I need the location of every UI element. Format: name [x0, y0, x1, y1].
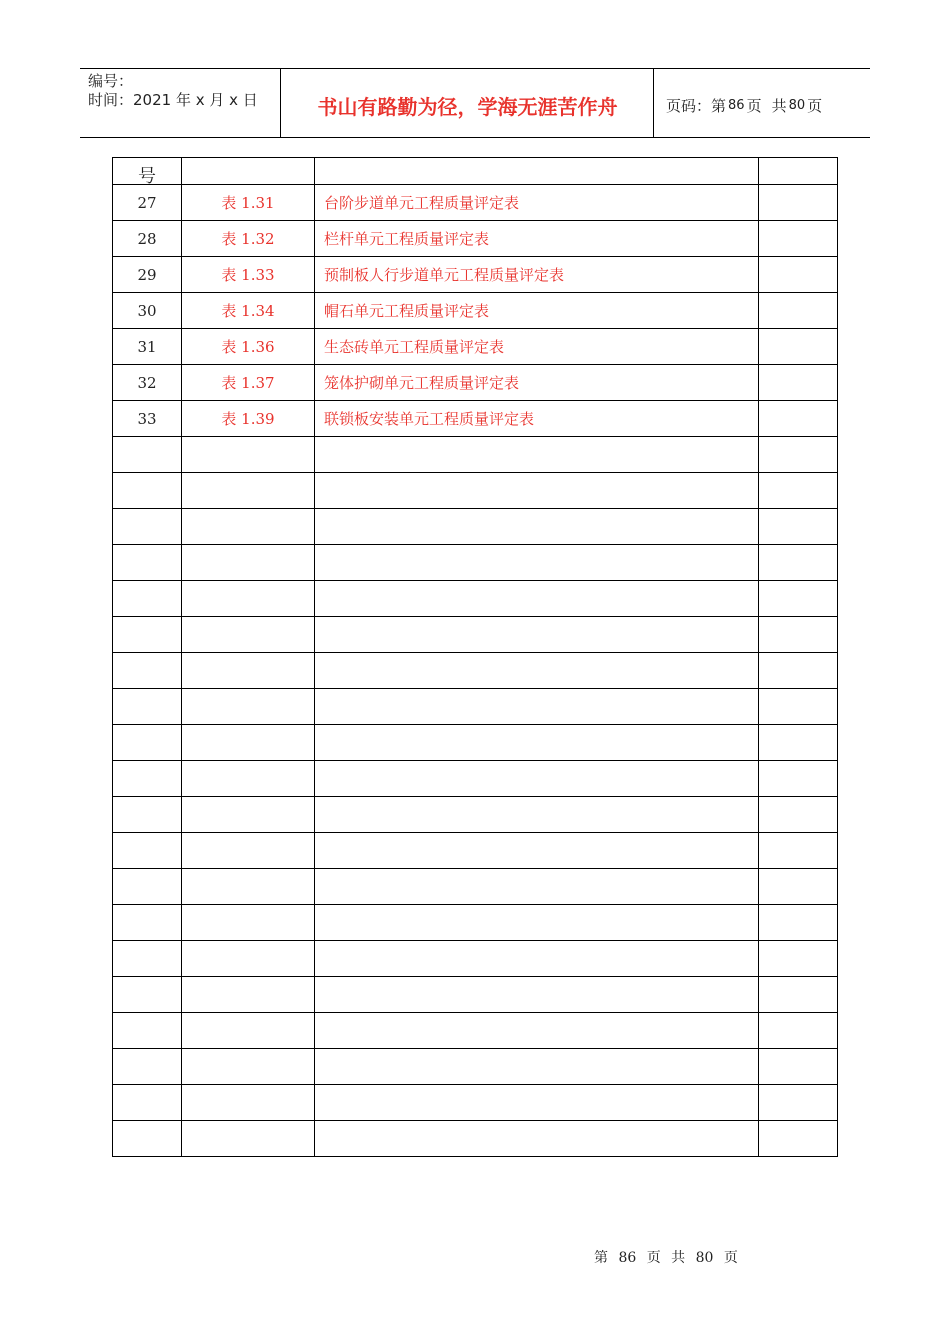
empty-cell	[315, 1049, 759, 1085]
empty-cell	[315, 797, 759, 833]
cell-code: 表 1.33	[182, 257, 315, 293]
empty-cell	[182, 653, 315, 689]
empty-cell	[113, 689, 182, 725]
table-row-empty	[113, 617, 838, 653]
empty-cell	[759, 473, 838, 509]
empty-cell	[182, 941, 315, 977]
empty-cell	[113, 1049, 182, 1085]
code-label: 编号：	[88, 72, 134, 90]
empty-cell	[182, 797, 315, 833]
cell-name: 帽石单元工程质量评定表	[315, 293, 759, 329]
empty-cell	[759, 941, 838, 977]
page-footer: 第 86 页 共 80 页	[594, 1250, 738, 1266]
cell-code: 表 1.31	[182, 185, 315, 221]
table-row-empty	[113, 761, 838, 797]
empty-cell	[113, 437, 182, 473]
empty-cell	[182, 473, 315, 509]
cell-num: 30	[113, 293, 182, 329]
empty-cell	[759, 1085, 838, 1121]
cell-code: 表 1.37	[182, 365, 315, 401]
table-row	[113, 257, 838, 293]
table-row-empty	[113, 473, 838, 509]
empty-cell	[182, 581, 315, 617]
empty-cell	[182, 545, 315, 581]
page-header	[80, 68, 870, 138]
empty-cell	[315, 581, 759, 617]
empty-cell	[759, 1121, 838, 1157]
table-row-empty	[113, 1013, 838, 1049]
page-total-prefix: 共	[771, 96, 787, 115]
empty-cell	[759, 761, 838, 797]
empty-cell	[113, 581, 182, 617]
time-label: 时间：2021 年 x 月 x 日	[88, 91, 258, 109]
table-row	[113, 185, 838, 221]
cell-num: 28	[113, 221, 182, 257]
cell-remark	[759, 257, 838, 293]
cell-num: 33	[113, 401, 182, 437]
empty-cell	[759, 833, 838, 869]
cell-remark	[759, 185, 838, 221]
empty-cell	[315, 977, 759, 1013]
header-cell-name	[315, 158, 759, 185]
table-header-row	[113, 158, 838, 185]
table-row-empty	[113, 653, 838, 689]
table-row-empty	[113, 509, 838, 545]
table-row-empty	[113, 977, 838, 1013]
form-index-table	[112, 157, 838, 1157]
cell-code: 表 1.36	[182, 329, 315, 365]
empty-cell	[759, 725, 838, 761]
cell-code: 表 1.32	[182, 221, 315, 257]
header-slogan: 书山有路勤为径，学海无涯苦作舟	[282, 69, 654, 137]
cell-name: 栏杆单元工程质量评定表	[315, 221, 759, 257]
empty-cell	[113, 545, 182, 581]
empty-cell	[759, 1013, 838, 1049]
empty-cell	[759, 437, 838, 473]
empty-cell	[315, 761, 759, 797]
table-row-empty	[113, 437, 838, 473]
table-row-empty	[113, 797, 838, 833]
empty-cell	[182, 509, 315, 545]
empty-cell	[113, 1085, 182, 1121]
empty-cell	[759, 1049, 838, 1085]
cell-remark	[759, 365, 838, 401]
empty-cell	[759, 509, 838, 545]
empty-cell	[113, 761, 182, 797]
cell-remark	[759, 221, 838, 257]
empty-cell	[182, 1085, 315, 1121]
cell-remark	[759, 401, 838, 437]
empty-cell	[759, 689, 838, 725]
page-current: 86	[728, 97, 745, 113]
empty-cell	[113, 797, 182, 833]
empty-cell	[315, 1121, 759, 1157]
empty-cell	[759, 869, 838, 905]
cell-remark	[759, 293, 838, 329]
table-row-empty	[113, 1049, 838, 1085]
empty-cell	[113, 977, 182, 1013]
empty-cell	[315, 941, 759, 977]
empty-cell	[113, 905, 182, 941]
empty-cell	[113, 617, 182, 653]
empty-cell	[315, 689, 759, 725]
empty-cell	[759, 617, 838, 653]
table-row-empty	[113, 1121, 838, 1157]
empty-cell	[315, 653, 759, 689]
empty-cell	[182, 437, 315, 473]
empty-cell	[113, 509, 182, 545]
empty-cell	[759, 905, 838, 941]
table-row	[113, 221, 838, 257]
empty-cell	[315, 617, 759, 653]
empty-cell	[759, 545, 838, 581]
empty-cell	[759, 797, 838, 833]
empty-cell	[182, 1121, 315, 1157]
empty-cell	[315, 545, 759, 581]
table-row	[113, 293, 838, 329]
header-meta	[80, 69, 281, 137]
page-suffix: 页	[807, 96, 823, 115]
cell-name: 笼体护砌单元工程质量评定表	[315, 365, 759, 401]
table-row	[113, 401, 838, 437]
table-row-empty	[113, 725, 838, 761]
empty-cell	[759, 653, 838, 689]
cell-remark	[759, 329, 838, 365]
header-cell-num: 号	[113, 158, 182, 185]
empty-cell	[315, 473, 759, 509]
empty-cell	[182, 833, 315, 869]
page-mid: 页	[746, 96, 762, 115]
cell-num: 27	[113, 185, 182, 221]
empty-cell	[182, 617, 315, 653]
cell-code: 表 1.39	[182, 401, 315, 437]
empty-cell	[315, 725, 759, 761]
page-total: 80	[788, 97, 806, 113]
table-row-empty	[113, 545, 838, 581]
cell-num: 31	[113, 329, 182, 365]
cell-num: 29	[113, 257, 182, 293]
empty-cell	[113, 725, 182, 761]
table-row-empty	[113, 581, 838, 617]
cell-name: 联锁板安装单元工程质量评定表	[315, 401, 759, 437]
header-cell-remark	[759, 158, 838, 185]
table-row-empty	[113, 905, 838, 941]
empty-cell	[315, 905, 759, 941]
empty-cell	[182, 1013, 315, 1049]
empty-cell	[182, 869, 315, 905]
table-row-empty	[113, 1085, 838, 1121]
cell-code: 表 1.34	[182, 293, 315, 329]
empty-cell	[315, 1085, 759, 1121]
empty-cell	[759, 581, 838, 617]
header-cell-code	[182, 158, 315, 185]
table-row-empty	[113, 833, 838, 869]
empty-cell	[113, 473, 182, 509]
table-row-empty	[113, 941, 838, 977]
empty-cell	[315, 509, 759, 545]
cell-name: 生态砖单元工程质量评定表	[315, 329, 759, 365]
empty-cell	[759, 977, 838, 1013]
empty-cell	[315, 437, 759, 473]
empty-cell	[182, 905, 315, 941]
empty-cell	[113, 653, 182, 689]
table-row	[113, 329, 838, 365]
cell-name: 预制板人行步道单元工程质量评定表	[315, 257, 759, 293]
empty-cell	[315, 869, 759, 905]
empty-cell	[182, 725, 315, 761]
header-page-info	[656, 69, 870, 137]
cell-name: 台阶步道单元工程质量评定表	[315, 185, 759, 221]
table-row	[113, 365, 838, 401]
empty-cell	[315, 833, 759, 869]
empty-cell	[182, 1049, 315, 1085]
empty-cell	[113, 1013, 182, 1049]
empty-cell	[182, 689, 315, 725]
table-row-empty	[113, 689, 838, 725]
empty-cell	[315, 1013, 759, 1049]
page-prefix: 页码：第	[666, 96, 727, 115]
empty-cell	[113, 833, 182, 869]
cell-num: 32	[113, 365, 182, 401]
empty-cell	[182, 977, 315, 1013]
empty-cell	[113, 1121, 182, 1157]
empty-cell	[113, 869, 182, 905]
empty-cell	[182, 761, 315, 797]
table-row-empty	[113, 869, 838, 905]
empty-cell	[113, 941, 182, 977]
